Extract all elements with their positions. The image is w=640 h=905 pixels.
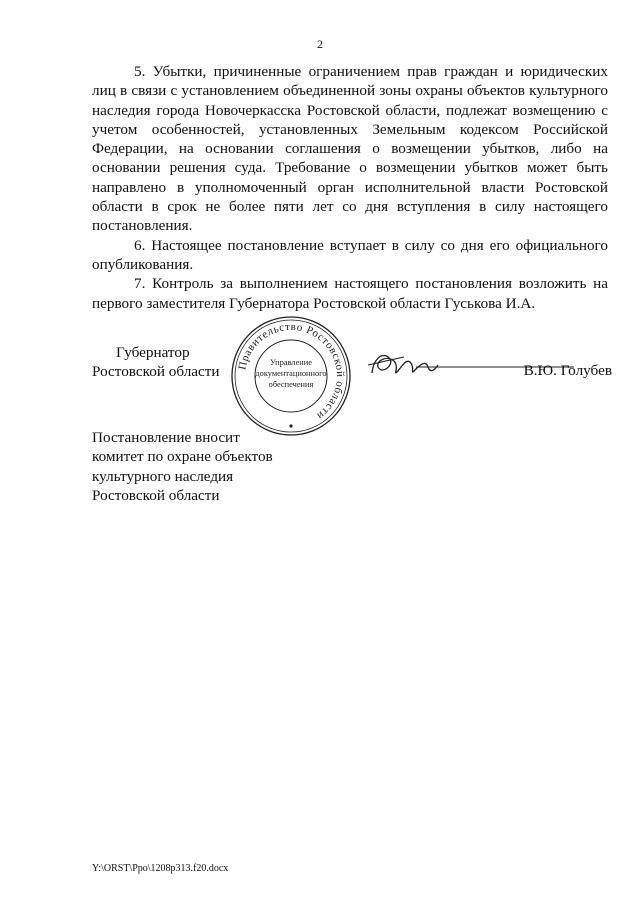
submitter-line1: Постановление вносит xyxy=(92,429,240,446)
paragraph-6: 6. Настоящее постановление вступает в силу со дня его официального опубликования. xyxy=(92,236,608,273)
paragraph-5: 5. Убытки, причиненные ограничением прав граждан и юридических лиц в связи с установлением объединенной зоны охраны объектов культурного наследия города Новочеркасска Ростовской области, подлежат возмещению с учетом особенностей, установленных Земельным кодексом Российской Федерации, на основании соглашения о возмещении убытков, либо на основании решения суда. Требование о возмещении убытков может быть направлено в уполномоченный орган исполнительной власти Ростовской области в срок не более пяти лет со дня вступления в силу настоящего постановления. xyxy=(92,63,608,235)
governor-title-line2: Ростовской области xyxy=(92,363,220,381)
submitter-line3: культурного наследия xyxy=(92,467,234,485)
document-body xyxy=(92,62,608,313)
svg-text:Правительство Ростовской облас: Правительство Ростовской области xyxy=(236,320,347,423)
footer-file-path: Y:\ORST\Ppo\1208p313.f20.docx xyxy=(92,863,229,874)
page-number: 2 xyxy=(317,37,323,51)
svg-text:Управление: Управление xyxy=(269,358,313,367)
submitter-line2: комитет по охране объектов xyxy=(92,448,273,466)
submitter-line4: Ростовской области xyxy=(92,486,220,504)
svg-text:документационного: документационного xyxy=(255,369,327,378)
signature-block xyxy=(92,320,612,435)
governor-name: В.Ю. Голубев xyxy=(523,362,612,379)
official-seal xyxy=(230,315,352,437)
governor-title-line1: Губернатор xyxy=(116,344,190,361)
paragraph-7: 7. Контроль за выполнением настоящего постановления возложить на первого заместителя Губернатора Ростовской области Гуськова И.А. xyxy=(92,275,608,312)
submitter-block xyxy=(92,428,273,505)
svg-text:обеспечения: обеспечения xyxy=(268,380,314,389)
governor-title xyxy=(92,343,232,382)
